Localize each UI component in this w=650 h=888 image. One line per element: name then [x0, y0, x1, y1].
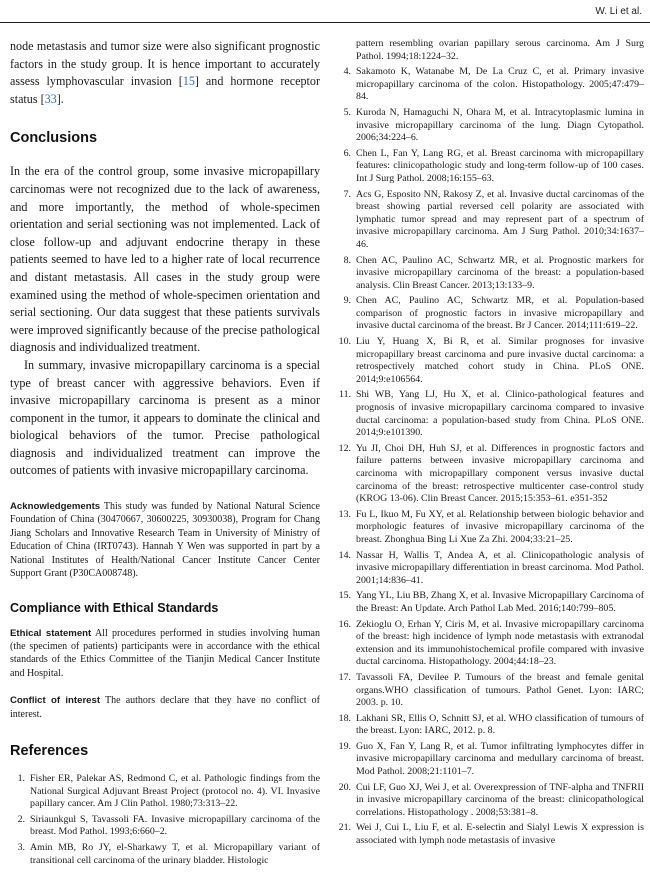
reference-number: 8.	[343, 254, 351, 266]
reference-text: Wei J, Cui L, Liu F, et al. E-selectin and Sialyl Lewis X expression is associated with lymph node metastasis of invasive	[356, 822, 644, 847]
intro-paragraph	[10, 38, 320, 108]
reference-item	[336, 107, 644, 145]
intro-text-3: ].	[56, 91, 64, 106]
reference-text: Acs G, Esposito NN, Rakosy Z, et al. Invasive ductal carcinomas of the breast showing partial reversed cell polarity are associated with lymphatic tumor spread and may represent part of a spectrum of invasive micropapillary carcinoma. Am J Surg Pathol. 2010;34:1637–46.	[356, 188, 644, 250]
reference-text: Kuroda N, Hamaguchi N, Ohara M, et al. Intracytoplasmic lumina in invasive micropapillary carcinoma of the lung. Diagn Cytopathol. 2006;34:224–6.	[356, 106, 644, 144]
reference-text: Fu L, Ikuo M, Fu XY, et al. Relationship between biologic behavior and morphologic features of invasive micropapillary carcinoma of the breast. Zhonghua Bing Li Xue Za Zhi. 2004;33:21–25.	[356, 508, 644, 545]
references-list-right	[336, 38, 644, 851]
conclusions-paragraph-1: In the era of the control group, some invasive micropapillary carcinomas were not recognized due to the lack of awareness, and more importantly, the method of whole-specimen orientation and serial sectioning was not implemented. Lack of close follow-up and adjuvant endocrine therapy in these patients seemed to have led to a higher rate of local recurrence and distant metastasis. All cases in the study group were examined using the method of whole-specimen orientation and serial sectioning. Our data suggest that these patients survivals were improved significantly because of the precise pathological diagnosis and individualized treatment.	[10, 164, 320, 355]
reference-item	[336, 672, 644, 710]
reference-item	[336, 148, 644, 186]
citation-link-33[interactable]: 33	[44, 91, 57, 106]
conflict-label: Conflict of interest	[10, 695, 101, 707]
reference-number: 2.	[17, 813, 25, 825]
references-list-left	[10, 773, 320, 867]
reference-number: 13.	[338, 508, 351, 520]
reference-number: 1.	[17, 772, 25, 784]
reference-item	[336, 550, 644, 588]
reference-number: 10.	[338, 336, 351, 348]
header-rule	[0, 22, 650, 23]
reference-item	[336, 189, 644, 252]
references-heading: References	[10, 742, 89, 759]
reference-item	[336, 443, 644, 506]
reference-number: 14.	[338, 549, 351, 561]
reference-item	[336, 38, 644, 63]
reference-number: 16.	[338, 618, 351, 630]
reference-item	[336, 741, 644, 779]
conclusions-paragraph-2: In summary, invasive micropapillary carcinoma is a special type of breast cancer with aggressive behaviors. Even if invasive micropapillary carcinoma is present as a minor component in the tumor, it appears to dominate the clinical and biological behaviors of the tumor. Precise pathological diagnosis and individualized treatment can improve the outcomes of patients with invasive micropapillary carcinoma.	[10, 357, 320, 478]
reference-text: Yang YL, Liu BB, Zhang X, et al. Invasive Micropapillary Carcinoma of the Breast: An Update. Arch Pathol Lab Med. 2016;140:799–805.	[356, 590, 644, 614]
reference-number: 15.	[338, 590, 351, 602]
reference-text: Fisher ER, Palekar AS, Redmond C, et al. Pathologic findings from the National Surgical Adjuvant Breast Project (protocol no. 4). VI. Invasive papillary cancer. Am J Clin Pathol. 1980;73:313–22.	[30, 772, 320, 810]
reference-text: Sakamoto K, Watanabe M, De La Cruz C, et al. Primary invasive micropapillary carcinoma of the colon. Histopathology. 2005;47:479–84.	[356, 66, 644, 103]
ethical-statement-label: Ethical statement	[10, 627, 92, 639]
reference-number: 21.	[338, 822, 351, 834]
left-column	[10, 38, 320, 870]
reference-text: Lakhani SR, Ellis O, Schnitt SJ, et al. WHO classification of tumours of the breast. Lyon: IARC, 2012. p. 8.	[356, 712, 644, 737]
reference-text: Zekioglu O, Erhan Y, Ciris M, et al. Invasive micropapillary carcinoma of the breast: high incidence of lymph node metastasis with extranodal extension and its immunohistochemical profile compared with invasive ductal carcinoma. Histopathology. 2004;44:18–23.	[356, 618, 644, 668]
conflict-of-interest	[10, 694, 320, 721]
reference-text: Tavassoli FA, Devilee P. Tumours of the breast and female genital organs.WHO classification of tumours. Pathol Genet. Lyon: IARC; 2003. p. 10.	[356, 671, 644, 709]
reference-number	[336, 38, 356, 63]
reference-number: 3.	[17, 841, 25, 853]
reference-item	[336, 509, 644, 547]
reference-text: Nassar H, Wallis T, Andea A, et al. Clinicopathologic analysis of invasive micropapillary differentiation in breast carcinoma. Mod Pathol. 2001;14:836–41.	[356, 549, 644, 586]
ethical-statement-text: All procedures performed in studies involving human (the specimen of patients) participants were in accordance with the ethical standards of the Ethics Committee of the Tianjin Medical Cancer Institute and Hospital.	[10, 627, 320, 679]
citation-link-15[interactable]: 15	[182, 74, 195, 89]
reference-item	[336, 822, 644, 847]
reference-item	[336, 590, 644, 615]
acknowledgements-label: Acknowledgements	[10, 501, 101, 513]
reference-item	[336, 255, 644, 293]
reference-text: Liu Y, Huang X, Bi R, et al. Similar prognoses for invasive micropapillary breast carcinoma and pure invasive ductal carcinoma: a retrospectively matched cohort study in China. PLoS ONE. 2014;9:e106564.	[356, 336, 644, 385]
reference-number: 19.	[338, 740, 351, 752]
right-column	[336, 38, 644, 854]
conflict-text: The authors declare that they have no conflict of interest.	[10, 695, 320, 720]
reference-number: 4.	[343, 66, 351, 78]
running-head: W. Li et al.	[595, 6, 642, 17]
reference-item	[10, 773, 320, 811]
reference-item	[336, 336, 644, 386]
acknowledgements-text: This study was funded by National Natural Science Foundation of China (30470667, 30600225, 30930038), Program for Chang Jiang Scholars and Innovative Research Team in University of Ministry of Education of China (IRT0743). Hannah Y Wen was supported in part by a National Institutes of Health/National Cancer Institute Cancer Center Support Grant (P30CA008748).	[10, 501, 320, 580]
reference-item	[336, 389, 644, 439]
ethics-heading: Compliance with Ethical Standards	[10, 600, 219, 615]
intro-text-1: node metastasis and tumor size were also significant prognostic factors in the study group. It is hence important to accurately assess lymphovascular invasion [	[10, 39, 320, 89]
reference-number: 6.	[343, 147, 351, 159]
reference-item	[336, 713, 644, 738]
reference-text: Siriaunkgul S, Tavassoli FA. Invasive micropapillary carcinoma of the breast. Mod Pathol. 1993;6:660–2.	[30, 813, 320, 838]
reference-number: 12.	[338, 442, 351, 454]
reference-item	[336, 66, 644, 104]
reference-number: 17.	[338, 671, 351, 683]
reference-number: 5.	[343, 106, 351, 118]
reference-text: pattern resembling ovarian papillary serous carcinoma. Am J Surg Pathol. 1994;18:1224–32.	[356, 38, 644, 62]
reference-number: 18.	[338, 712, 351, 724]
reference-text: Shi WB, Yang LJ, Hu X, et al. Clinico-pathological features and prognosis of invasive micropapillary carcinoma compared to invasive ductal carcinoma: a population-based study from China. PLoS ONE. 2014;9:e101390.	[356, 389, 644, 439]
reference-item	[10, 814, 320, 839]
reference-text: Guo X, Fan Y, Lang R, et al. Tumor infiltrating lymphocytes differ in invasive micropapillary carcinoma and medullary carcinoma of breast. Mod Pathol. 2008;21:1101–7.	[356, 740, 644, 778]
reference-text: Chen AC, Paulino AC, Schwartz MR, et al. Population-based comparison of prognostic factors in invasive micropapillary and invasive ductal carcinoma of the breast. Br J Cancer. 2014;111:619–22.	[356, 295, 644, 332]
reference-text: Chen L, Fan Y, Lang RG, et al. Breast carcinoma with micropapillary features: clinicopathologic study and long-term follow-up of 100 cases. Int J Surg Pathol. 2008;16:155–63.	[356, 147, 644, 184]
reference-text: Chen AC, Paulino AC, Schwartz MR, et al. Prognostic markers for invasive micropapillary carcinoma of the breast: a population-based analysis. Clin Breast Cancer. 2013;13:133–9.	[356, 254, 644, 291]
reference-number: 11.	[339, 389, 351, 401]
reference-item	[336, 619, 644, 669]
reference-item	[336, 782, 644, 820]
conclusions-heading: Conclusions	[10, 130, 98, 147]
reference-number: 20.	[338, 781, 351, 793]
reference-number: 7.	[343, 188, 351, 200]
acknowledgements	[10, 500, 320, 580]
reference-text: Amin MB, Ro JY, el-Sharkawy T, et al. Micropapillary variant of transitional cell carcinoma of the urinary bladder. Histologic	[30, 841, 320, 866]
intro-text-2: ] and hormone receptor status [	[10, 74, 320, 106]
reference-number: 9.	[343, 295, 351, 307]
reference-text: Cui LF, Guo XJ, Wei J, et al. Overexpression of TNF-alpha and TNFRII in invasive micropapillary carcinoma of the breast: clinicopathological correlations. Histopathology . 2008;53:381–8.	[356, 781, 644, 818]
reference-item	[10, 842, 320, 867]
reference-text: Yu JI, Choi DH, Huh SJ, et al. Differences in prognostic factors and failure patterns between invasive micropapillary carcinoma and carcinoma with micropapillary component versus invasive ductal carcinoma of the breast: retrospective multicenter case-control study (KROG 13-06). Clin Breast Cancer. 2015;15:353–61. e351-352	[356, 442, 644, 505]
reference-item	[336, 295, 644, 333]
ethical-statement	[10, 627, 320, 681]
